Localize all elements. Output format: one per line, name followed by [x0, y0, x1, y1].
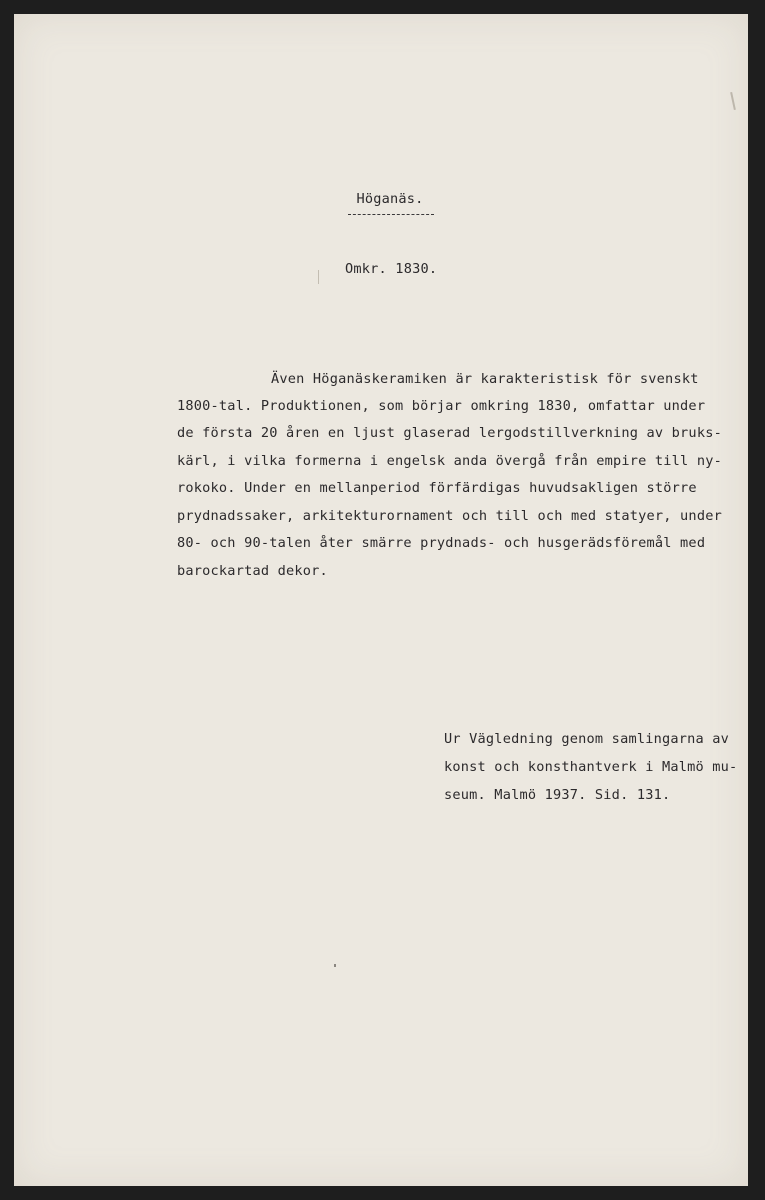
paragraph-line: 1800-tal. Produktionen, som börjar omkring 1830, omfattar under: [177, 398, 706, 414]
paragraph-line: prydnadssaker, arkitekturornament och till och med statyer, under: [177, 508, 722, 524]
document-date: Omkr. 1830.: [345, 261, 438, 277]
source-citation-line: konst och konsthantverk i Malmö mu-: [444, 759, 738, 775]
document-page: [14, 14, 748, 1186]
paragraph-line: rokoko. Under en mellanperiod förfärdigas huvudsakligen större: [177, 480, 697, 496]
document-title: Höganäs.: [356, 191, 424, 207]
paragraph-line: Även Höganäskeramiken är karakteristisk för svenskt: [271, 371, 699, 387]
paper-ink-tick: [318, 270, 319, 284]
source-citation-line: seum. Malmö 1937. Sid. 131.: [444, 787, 671, 803]
paragraph-line: barockartad dekor.: [177, 563, 328, 579]
paragraph-line: 80- och 90-talen åter smärre prydnads- och husgerädsföremål med: [177, 535, 706, 551]
source-citation-line: Ur Vägledning genom samlingarna av: [444, 731, 730, 747]
paragraph-line: de första 20 åren en ljust glaserad lergodstillverkning av bruks-: [177, 425, 722, 441]
paper-speck: [334, 964, 336, 967]
paper-crease-mark: [730, 92, 736, 110]
paragraph-line: kärl, i vilka formerna i engelsk anda övergå från empire till ny-: [177, 453, 722, 469]
title-underline: [348, 214, 434, 215]
